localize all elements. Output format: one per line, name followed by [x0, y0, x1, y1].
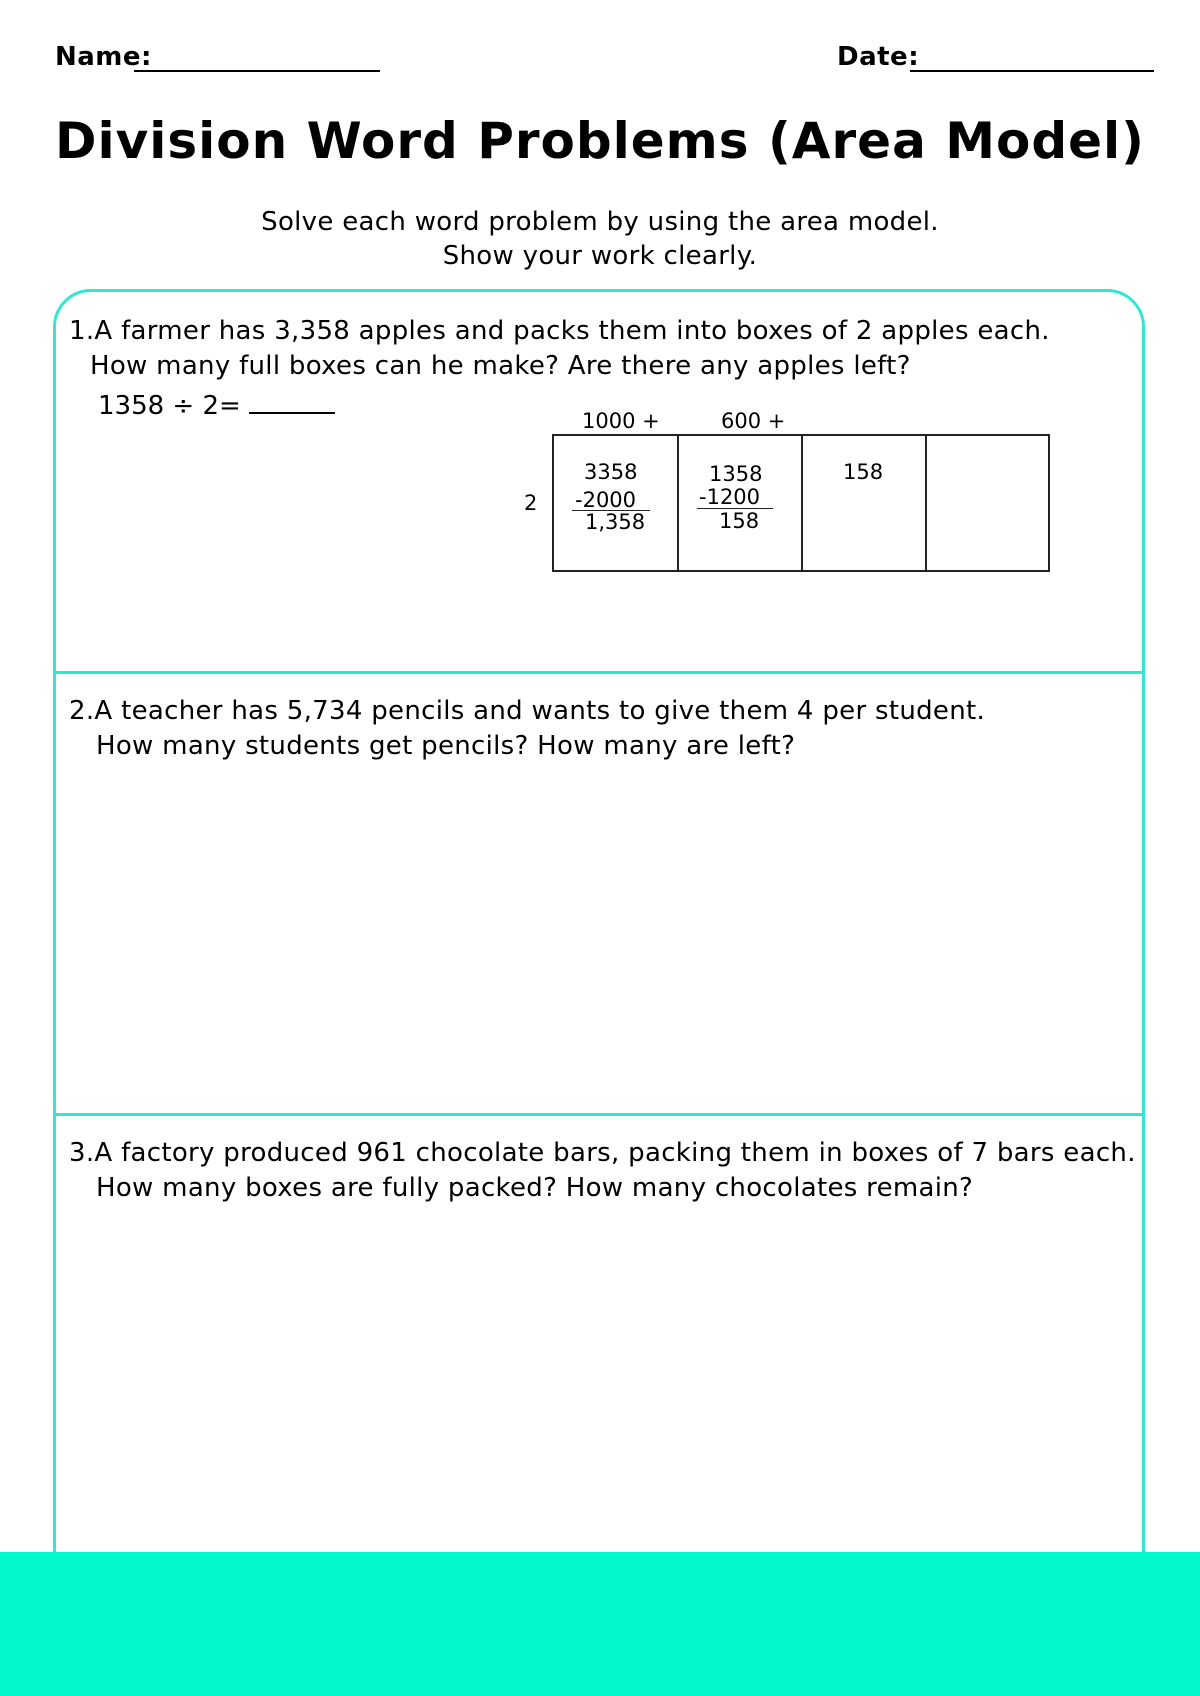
problem-3-line-2: How many boxes are fully packed? How many chocolates remain?: [96, 1173, 974, 1203]
problem-1-line-2: How many full boxes can he make? Are there any apples left?: [90, 351, 911, 381]
grid-line: [925, 436, 927, 570]
problem-divider-2: [53, 1113, 1145, 1116]
cell-1-result: 1,358: [585, 510, 646, 534]
name-label: Name:: [55, 42, 152, 72]
problem-number: 3.: [69, 1138, 95, 1168]
answer-blank[interactable]: [249, 390, 335, 414]
page-title: Division Word Problems (Area Model): [54, 112, 1146, 170]
grid-line: [801, 436, 803, 570]
grid-line: [677, 436, 679, 570]
instructions-line-1: Solve each word problem by using the area model.: [261, 207, 939, 237]
cell-3-top: 158: [843, 460, 884, 484]
name-field[interactable]: [134, 70, 380, 72]
problem-divider-1: [53, 671, 1145, 674]
date-field[interactable]: [910, 70, 1154, 72]
cell-2-top: 1358: [709, 462, 763, 486]
problem-number: 2.: [69, 696, 95, 726]
problem-number: 1.: [69, 316, 95, 346]
problem-text-line-1: A teacher has 5,734 pencils and wants to give them 4 per student.: [94, 696, 986, 726]
instructions-line-2: Show your work clearly.: [442, 241, 758, 271]
problem-2: [69, 694, 985, 729]
divisor-label: 2: [524, 491, 538, 515]
problem-1: [69, 314, 1050, 349]
problem-2-line-2: How many students get pencils? How many are left?: [96, 731, 796, 761]
cell-2-subtract: -1200: [699, 485, 761, 509]
equation: [98, 390, 335, 421]
cell-2-result: 158: [719, 509, 760, 533]
cell-1-subtract: -2000: [575, 488, 637, 512]
problem-text-line-1: A farmer has 3,358 apples and packs them into boxes of 2 apples each.: [94, 316, 1050, 346]
problem-3: [69, 1136, 1136, 1171]
cell-1-top: 3358: [584, 460, 638, 484]
partial-quotient-2: 600 +: [721, 409, 786, 433]
footer-band: [0, 1552, 1200, 1696]
problem-text-line-1: A factory produced 961 chocolate bars, packing them in boxes of 7 bars each.: [94, 1138, 1136, 1168]
partial-quotient-1: 1000 +: [582, 409, 660, 433]
equation-text: 1358 ÷ 2=: [98, 391, 241, 421]
date-label: Date:: [837, 42, 920, 72]
